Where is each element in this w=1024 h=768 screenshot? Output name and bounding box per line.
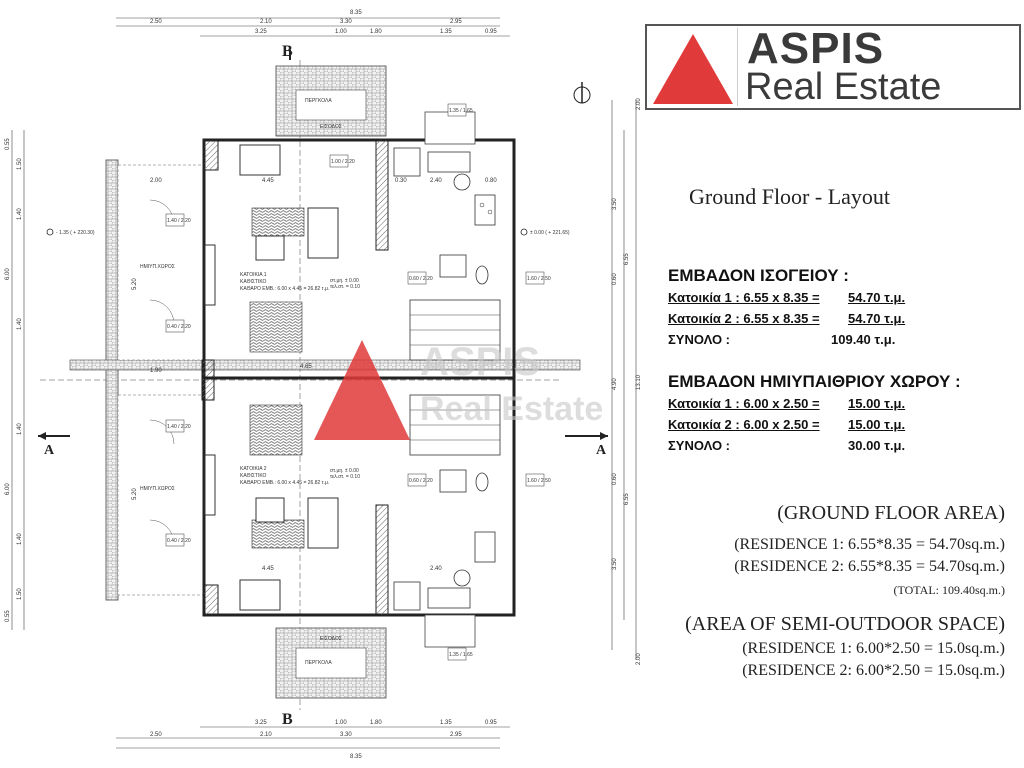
residence-1-furniture [205, 145, 500, 360]
section-b-bottom: B [282, 711, 293, 728]
right-dimensions [612, 98, 642, 665]
net-area-1: ΚΑΘΑΡΟ ΕΜΒ.: 6.00 x 4.45 = 26.82 τ.μ. [240, 286, 330, 292]
left-dim-9: 1.50 [17, 588, 23, 600]
window-tag-8: 0.40 / 2.20 [167, 538, 191, 544]
top-dim-7: 1.80 [370, 29, 382, 35]
right-dim-8: 6.55 [624, 493, 630, 505]
window-tag-6: 0.40 / 2.20 [167, 324, 191, 330]
inner-dim-5: 0.80 [485, 178, 497, 184]
bottom-dim-1: 3.25 [255, 720, 267, 726]
inner-dim-6: 5.20 [132, 278, 138, 290]
right-dim-5: 4.90 [612, 378, 618, 390]
left-dim-10: 0.55 [5, 610, 11, 622]
left-dim-3: 1.40 [17, 208, 23, 220]
greek-area-total-label: ΣΥΝΟΛΟ : [668, 332, 730, 347]
entrance-label-bottom: ΕΙΣΟΔΟΣ [320, 636, 342, 642]
right-dim-1: 2.00 [636, 98, 642, 110]
ceiling-tag-1: τελ.στ. = 0.10 [330, 284, 360, 290]
greek-area-row-1-value: 54.70 τ.μ. [848, 290, 906, 305]
right-dim-3: 6.55 [624, 253, 630, 265]
bottom-dim-2: 1.00 [335, 720, 347, 726]
left-dim-5: 1.40 [17, 318, 23, 330]
window-tag-1: 1.35 / 1.65 [449, 108, 473, 114]
net-area-2: ΚΑΘΑΡΟ ΕΜΒ.: 6.00 x 4.45 = 26.82 τ.μ. [240, 480, 330, 486]
living-label-1: ΚΑΘΙΣΤΙΚΟ [240, 279, 267, 285]
bottom-dim-6: 2.50 [150, 732, 162, 738]
english-residence-1: (RESIDENCE 1: 6.55*8.35 = 54.70sq.m.) [734, 536, 1005, 553]
english-total: (TOTAL: 109.40sq.m.) [893, 583, 1005, 597]
bottom-dim-5: 0.95 [485, 720, 497, 726]
residence-1-label: ΚΑΤΟΙΚΙΑ 1 [240, 272, 267, 278]
living-label-2: ΚΑΘΙΣΤΙΚΟ [240, 473, 267, 479]
english-semi-1: (RESIDENCE 1: 6.00*2.50 = 15.0sq.m.) [742, 640, 1005, 657]
english-semi-heading: (AREA OF SEMI-OUTDOOR SPACE) [685, 613, 1005, 635]
greek-semi-row-1-label: Κατοικία 1 : 6.00 x 2.50 = [668, 396, 820, 411]
logo-sub-text: Real Estate [745, 66, 942, 108]
window-tag-3: 0.60 / 2.20 [409, 276, 433, 282]
left-dim-7: 6.00 [5, 483, 11, 495]
top-dim-8: 1.35 [440, 29, 452, 35]
inner-dim-7: 1.90 [150, 368, 162, 374]
pergola-bottom [276, 628, 386, 698]
window-tag-2: 1.00 / 2.20 [331, 159, 355, 165]
level-tag-1: στ.μη. ± 0.00 [330, 278, 359, 284]
english-semi-2: (RESIDENCE 2: 6.00*2.50 = 15.0sq.m.) [742, 662, 1005, 679]
left-dim-2: 1.50 [17, 158, 23, 170]
right-dim-9: 3.50 [612, 558, 618, 570]
brand-logo [645, 24, 1021, 110]
inner-dim-10: 2.40 [430, 566, 442, 572]
bottom-dim-7: 2.10 [260, 732, 272, 738]
total-width-bottom: 8.35 [350, 754, 362, 760]
greek-area-row-2-label: Κατοικία 2 : 6.55 x 8.35 = [668, 311, 820, 326]
window-tag-11: 1.35 / 1.65 [449, 652, 473, 658]
inner-dim-9: 4.45 [262, 566, 274, 572]
ceiling-tag-2: τελ.στ. = 0.10 [330, 474, 360, 480]
top-dim-1: 2.50 [150, 19, 162, 25]
bottom-dim-9: 2.95 [450, 732, 462, 738]
logo-triangle-icon [649, 28, 738, 106]
greek-semi-row-2-label: Κατοικία 2 : 6.00 x 2.50 = [668, 417, 820, 432]
level-right: ± 0.00 ( + 221.65) [530, 230, 570, 236]
inner-dim-3: 0.30 [395, 178, 407, 184]
section-a-right: A [596, 443, 607, 458]
watermark [314, 340, 603, 440]
right-dim-6: 13.10 [636, 374, 642, 390]
left-dim-4: 6.00 [5, 268, 11, 280]
greek-semi-heading: ΕΜΒΑΔΟΝ ΗΜΙΥΠΑΙΘΡΙΟΥ ΧΩΡΟΥ : [668, 372, 961, 391]
top-dim-6: 1.00 [335, 29, 347, 35]
top-dim-9: 0.95 [485, 29, 497, 35]
north-arrow-icon [574, 82, 590, 103]
inner-dim-4: 2.40 [430, 178, 442, 184]
bottom-dim-4: 1.35 [440, 720, 452, 726]
semi-outdoor-label-2: ΗΜΙΥΠ.ΧΩΡΟΣ [140, 486, 175, 492]
section-a-left: A [44, 443, 55, 458]
total-width-top: 8.35 [350, 10, 362, 16]
greek-semi-total-value: 30.00 τ.μ. [848, 438, 906, 453]
inner-dim-2: 2.00 [150, 178, 162, 184]
inner-dim-8: 4.65 [300, 364, 312, 370]
section-markers [38, 43, 608, 728]
left-dim-8: 1.40 [17, 533, 23, 545]
pergola-label-top: ΠΕΡΓΚΟΛΑ [305, 98, 332, 104]
logo-brand-text: ASPIS [747, 24, 885, 73]
residence-2-label: ΚΑΤΟΙΚΙΑ 2 [240, 466, 267, 472]
section-b-top: B [282, 43, 293, 60]
right-dim-4: 0.60 [612, 273, 618, 285]
inner-dim-6b: 5.20 [132, 488, 138, 500]
entrance-label-top: ΕΙΣΟΔΟΣ [320, 124, 342, 130]
stone-wall-left [106, 160, 118, 600]
window-tag-9: 0.60 / 2.20 [409, 478, 433, 484]
right-dim-10: 2.00 [636, 653, 642, 665]
semi-outdoor-label-1: ΗΜΙΥΠ.ΧΩΡΟΣ [140, 264, 175, 270]
inner-dim-1: 4.45 [262, 178, 274, 184]
level-tag-2: στ.μη. ± 0.00 [330, 468, 359, 474]
top-dim-5: 3.25 [255, 29, 267, 35]
top-dimensions [116, 10, 510, 36]
right-dim-2: 3.50 [612, 198, 618, 210]
english-area-heading: (GROUND FLOOR AREA) [777, 502, 1005, 524]
greek-semi-total-label: ΣΥΝΟΛΟ : [668, 438, 730, 453]
top-dim-4: 2.95 [450, 19, 462, 25]
bottom-dimensions [116, 720, 510, 760]
top-dim-3: 3.30 [340, 19, 352, 25]
pergola-label-bottom: ΠΕΡΓΚΟΛΑ [305, 660, 332, 666]
pergola-top [276, 66, 386, 136]
greek-area-row-1-label: Κατοικία 1 : 6.55 x 8.35 = [668, 290, 820, 305]
greek-area-heading: ΕΜΒΑΔΟΝ ΙΣΟΓΕΙΟΥ : [668, 266, 849, 285]
left-dimensions [5, 130, 24, 630]
bottom-dim-3: 1.80 [370, 720, 382, 726]
greek-semi-row-2-value: 15.00 τ.μ. [848, 417, 906, 432]
greek-area-total-value: 109.40 τ.μ. [831, 332, 896, 347]
page-title: Ground Floor - Layout [689, 184, 891, 209]
english-residence-2: (RESIDENCE 2: 6.55*8.35 = 54.70sq.m.) [734, 558, 1005, 575]
right-dim-7: 0.60 [612, 473, 618, 485]
bottom-dim-8: 3.30 [340, 732, 352, 738]
window-tag-10: 1.60 / 2.50 [527, 478, 551, 484]
window-tag-4: 1.60 / 2.50 [527, 276, 551, 282]
left-dim-1: 0.55 [5, 138, 11, 150]
watermark-sub: Real Estate [420, 390, 604, 428]
level-left: - 1.35 ( + 220.30) [56, 230, 95, 236]
left-dim-6: 1.40 [17, 423, 23, 435]
top-dim-2: 2.10 [260, 19, 272, 25]
watermark-brand: ASPIS [420, 340, 541, 384]
window-tag-7: 1.40 / 2.20 [167, 424, 191, 430]
greek-semi-row-1-value: 15.00 τ.μ. [848, 396, 906, 411]
window-tag-5: 1.40 / 2.20 [167, 218, 191, 224]
greek-area-row-2-value: 54.70 τ.μ. [848, 311, 906, 326]
